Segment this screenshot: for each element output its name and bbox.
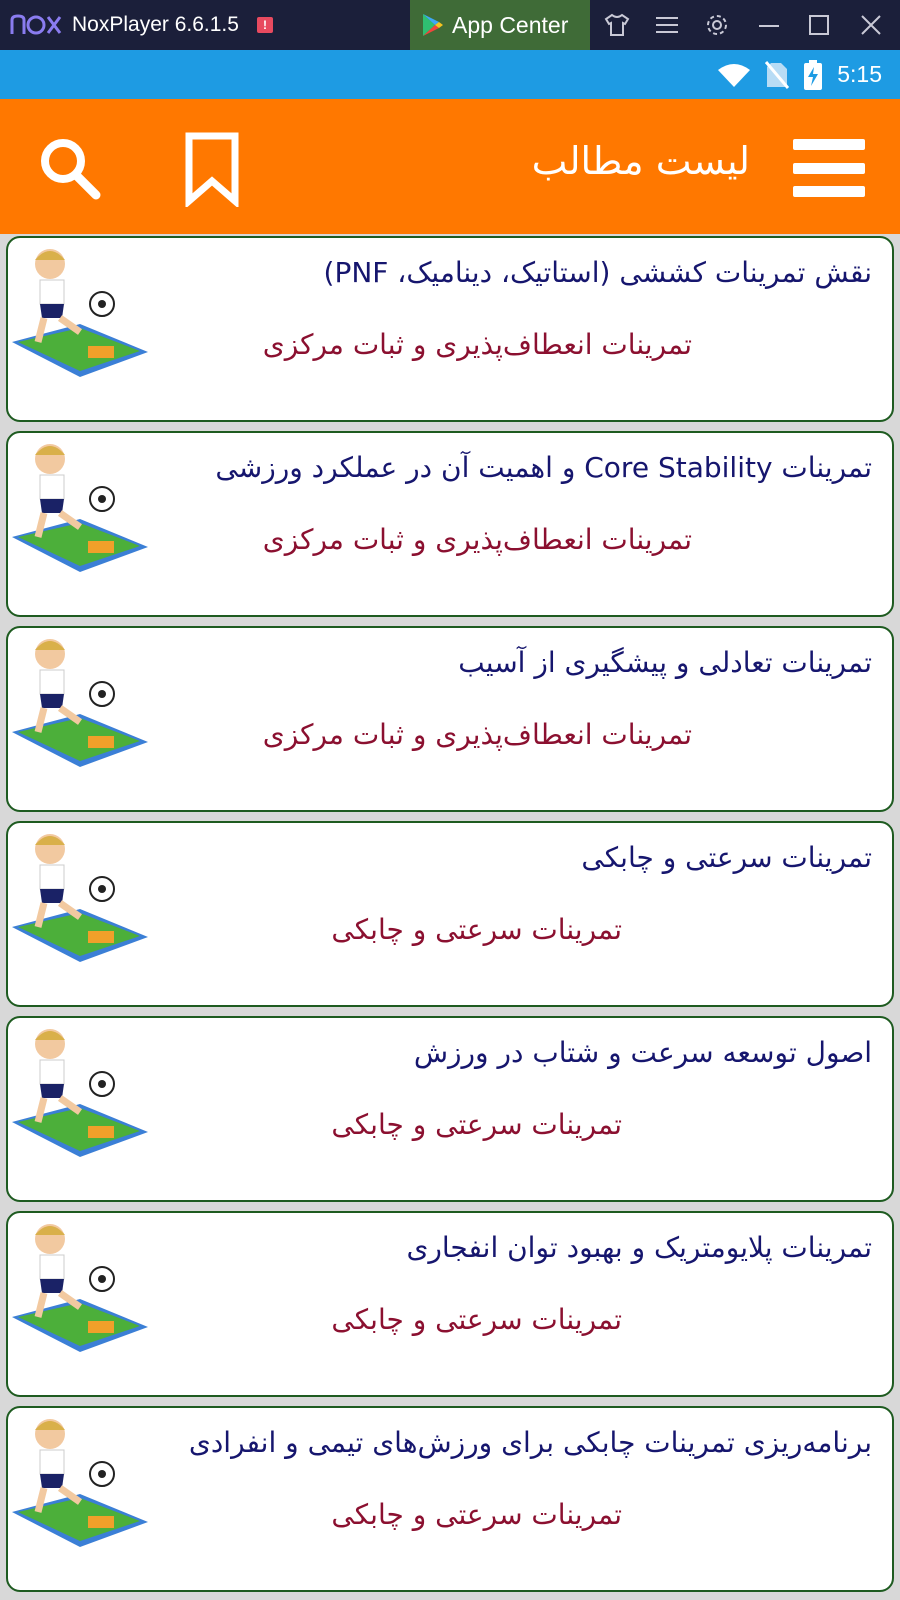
article-category: تمرینات انعطاف‌پذیری و ثبات مرکزی xyxy=(262,718,692,751)
article-category: تمرینات انعطاف‌پذیری و ثبات مرکزی xyxy=(262,523,692,556)
article-category: تمرینات سرعتی و چابکی xyxy=(331,913,622,946)
nox-logo-icon xyxy=(10,0,62,50)
app-center-button[interactable] xyxy=(410,0,590,50)
emulator-title: NoxPlayer 6.6.1.5 xyxy=(72,13,239,36)
bookmark-icon[interactable] xyxy=(182,131,242,207)
menu-lines-icon[interactable] xyxy=(642,0,692,50)
gear-icon[interactable] xyxy=(692,0,742,50)
battery-charging-icon xyxy=(803,60,823,90)
soccer-player-thumbnail-icon xyxy=(10,632,150,782)
maximize-icon[interactable] xyxy=(794,0,844,50)
list-item[interactable] xyxy=(6,1406,894,1592)
soccer-player-thumbnail-icon xyxy=(10,1217,150,1367)
app-toolbar xyxy=(0,99,900,234)
article-list[interactable] xyxy=(0,234,900,1600)
play-store-icon xyxy=(422,13,444,37)
hamburger-menu-icon[interactable] xyxy=(793,139,865,197)
android-status-bar xyxy=(0,50,900,99)
article-category: تمرینات انعطاف‌پذیری و ثبات مرکزی xyxy=(262,328,692,361)
article-title: اصول توسعه سرعت و شتاب در ورزش xyxy=(413,1036,872,1069)
shirt-icon[interactable] xyxy=(592,0,642,50)
wifi-icon xyxy=(717,62,751,88)
article-category: تمرینات سرعتی و چابکی xyxy=(331,1303,622,1336)
soccer-player-thumbnail-icon xyxy=(10,437,150,587)
soccer-player-thumbnail-icon xyxy=(10,242,150,392)
article-title: تمرینات Core Stability و اهمیت آن در عملکرد ورزشی xyxy=(215,451,872,484)
article-category: تمرینات سرعتی و چابکی xyxy=(331,1498,622,1531)
status-time: 5:15 xyxy=(837,61,882,87)
list-item[interactable] xyxy=(6,821,894,1007)
search-icon[interactable] xyxy=(36,135,106,205)
article-title: نقش تمرینات کششی (استاتیک، دینامیک، PNF) xyxy=(323,256,872,289)
article-title: برنامه‌ریزی تمرینات چابکی برای ورزش‌های تیمی و انفرادی xyxy=(188,1426,872,1459)
soccer-player-thumbnail-icon xyxy=(10,1412,150,1562)
list-item[interactable] xyxy=(6,431,894,617)
list-item[interactable] xyxy=(6,236,894,422)
page-title: لیست مطالب xyxy=(531,139,750,183)
article-category: تمرینات سرعتی و چابکی xyxy=(331,1108,622,1141)
list-item[interactable] xyxy=(6,1211,894,1397)
soccer-player-thumbnail-icon xyxy=(10,1022,150,1172)
alert-badge[interactable]: ! xyxy=(257,17,273,33)
emulator-title-bar xyxy=(0,0,900,50)
close-icon[interactable] xyxy=(846,0,896,50)
minimize-icon[interactable] xyxy=(744,0,794,50)
article-title: تمرینات تعادلی و پیشگیری از آسیب xyxy=(458,646,872,679)
list-item[interactable] xyxy=(6,626,894,812)
article-title: تمرینات سرعتی و چابکی xyxy=(581,841,872,874)
soccer-player-thumbnail-icon xyxy=(10,827,150,977)
list-item[interactable] xyxy=(6,1016,894,1202)
no-sim-icon xyxy=(765,61,789,89)
app-center-label: App Center xyxy=(452,11,569,38)
article-title: تمرینات پلایومتریک و بهبود توان انفجاری xyxy=(406,1231,872,1264)
